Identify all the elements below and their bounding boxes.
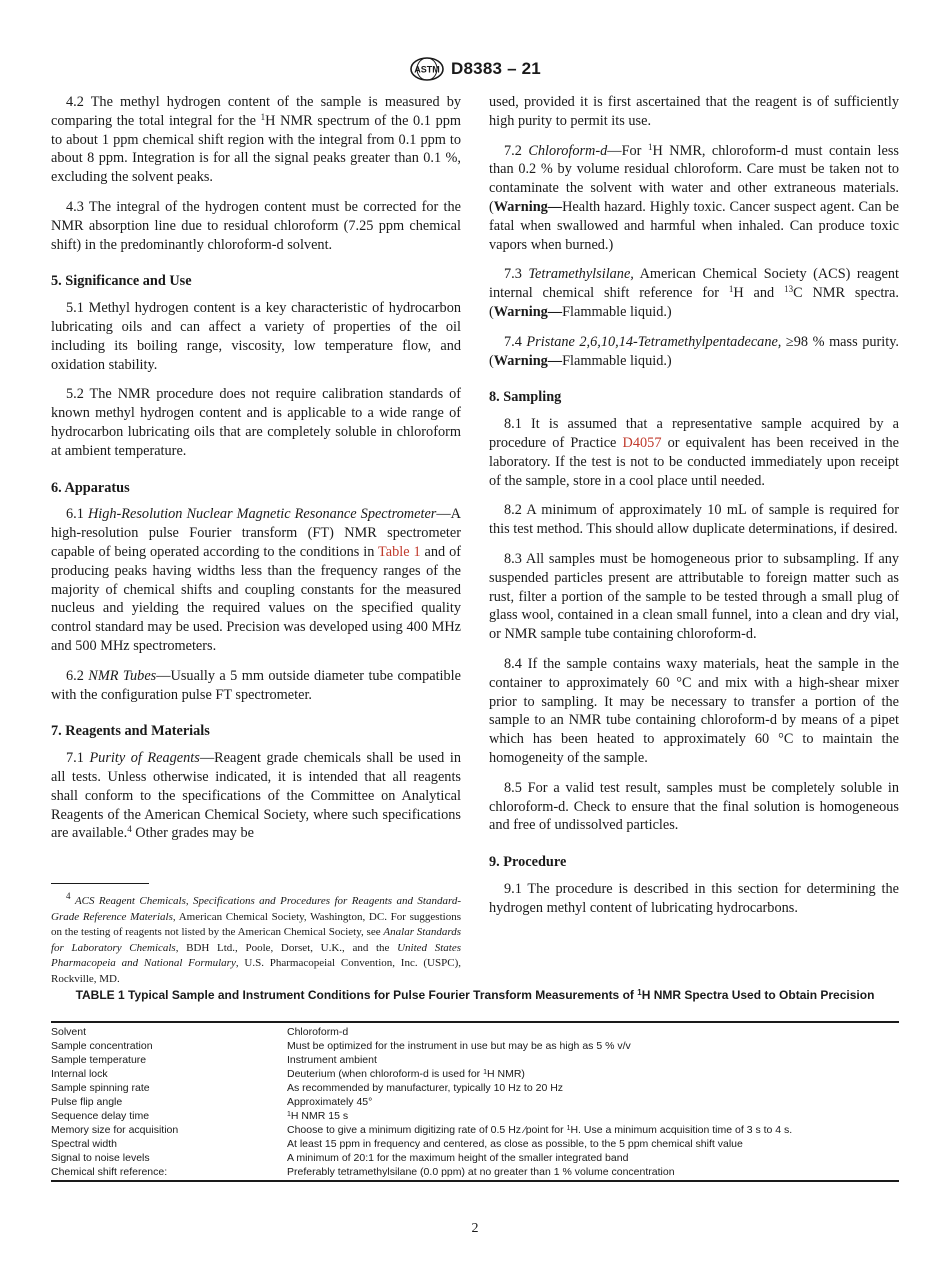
table-1-link[interactable]: Table 1 [378, 543, 421, 560]
paragraph-7-1: 7.1 Purity of Reagents—Reagent grade chemicals shall be used in all tests. Unless otherwise indicated, it is intended that all reagents shall conform to the specifications of the Committee on Analytical Reagents of the American Chemical Society, where such specifications are available.$^4$ Other grades may be [51, 750, 461, 842]
paragraph-8-3: 8.3 All samples must be homogeneous prior to subsampling. If any suspended particles present are attributable to foreign matter such as rust, filter a portion of the sample to be tested through a small plug of glass wool, contained in a clean small funnel, into a clean and dry vial, or NMR sample tube containing chloroform-d. [489, 550, 899, 643]
paragraph-4-3: 4.3 The integral of the hydrogen content must be corrected for the NMR absorption line due to residual chloroform (7.25 ppm chemical shift) in the predominantly chloroform-d solvent. [51, 198, 461, 253]
table-row [51, 1151, 899, 1165]
row-label: Chemical shift reference: [51, 1166, 168, 1178]
page-header [0, 56, 950, 82]
astm-logo-icon [409, 57, 445, 81]
row-value: Chloroform-d [287, 1026, 349, 1038]
section-8-heading: 8. Sampling [489, 389, 562, 406]
row-value: Choose to give a minimum digitizing rate of 0.5 Hz ⁄point for $^1$H. Use a minimum acquisition time of 3 s to 4 s. [287, 1124, 793, 1136]
conditions-table [51, 1021, 899, 1182]
table-1-title: TABLE 1 Typical Sample and Instrument Conditions for Pulse Fourier Transform Measurements of $^1$H NMR Spectra Used to Obtain Precision [75, 988, 875, 1002]
row-value: Approximately 45° [287, 1096, 373, 1108]
row-value: Deuterium (when chloroform-d is used for $^1$H NMR) [287, 1068, 525, 1080]
row-value: $^1$H NMR 15 s [287, 1110, 349, 1122]
paragraph-6-2: 6.2 NMR Tubes—Usually a 5 mm outside diameter tube compatible with the configuration pulse FT spectrometer. [51, 667, 461, 703]
paragraph-8-2: 8.2 A minimum of approximately 10 mL of sample is required for this test method. This should allow duplicate determinations, if desired. [489, 502, 899, 538]
section-9-heading: 9. Procedure [489, 854, 567, 871]
row-value: Instrument ambient [287, 1054, 377, 1066]
table-row [51, 1165, 899, 1179]
row-label: Signal to noise levels [51, 1152, 150, 1164]
table-row [51, 1095, 899, 1109]
table-row [51, 1123, 899, 1137]
row-label: Sequence delay time [51, 1110, 150, 1122]
row-label: Sample concentration [51, 1040, 153, 1052]
table-row [51, 1053, 899, 1067]
paragraph-5-2: 5.2 The NMR procedure does not require calibration standards of known methyl hydrogen content and is applicable to a wide range of hydrocarbon lubricating oils that are completely soluble in chloroform at ambient temperature. [51, 386, 461, 459]
document-designation: D8383 – 21 [451, 59, 541, 78]
section-7-heading: 7. Reagents and Materials [51, 723, 210, 740]
paragraph-5-1: 5.1 Methyl hydrogen content is a key characteristic of hydrocarbon lubricating oils and can affect a variety of properties of the oil including its boiling range, viscosity, low temperature flow, and oxidation stability. [51, 300, 461, 373]
paragraph-7-4: 7.4 Pristane 2,6,10,14-Tetramethylpentadecane, ≥98 % mass purity. (Warning—Flammable liquid.) [489, 333, 899, 369]
right-column [489, 93, 899, 928]
row-label: Spectral width [51, 1138, 117, 1150]
footnote-divider [51, 883, 149, 884]
table-row [51, 1081, 899, 1095]
left-column [51, 93, 461, 987]
paragraph-7-1-continued: used, provided it is first ascertained that the reagent is of sufficiently high purity to permit its use. [489, 94, 899, 129]
paragraph-8-5: 8.5 For a valid test result, samples must be completely soluble in chloroform-d. Check to ensure that the final solution is homogeneous and free of undissolved particles. [489, 779, 899, 834]
paragraph-8-4: 8.4 If the sample contains waxy materials, heat the sample in the container to approximately 60 °C and mix with a high-shear mixer prior to sampling. It may be necessary to transfer a portion of the sample to an NMR tube containing chloroform-d by means of a pipet which has been heated to approximately 60 °C to maintain the homogeneity of the sample. [489, 655, 899, 766]
row-value: A minimum of 20:1 for the maximum height of the smaller integrated band [287, 1152, 629, 1164]
paragraph-8-1: 8.1 It is assumed that a representative sample acquired by a procedure of Practice D4057 or equivalent has been received in the laboratory. If the test is not to be conducted immediately upon receipt of the sample, store in a cool place until needed. [489, 416, 899, 489]
table-row [51, 1039, 899, 1053]
paragraph-4-2: 4.2 The methyl hydrogen content of the sample is measured by comparing the total integral for the $^1$H NMR spectrum of the 0.1 ppm to about 1 ppm chemical shift region with the integral from 0.1 ppm to about 8 ppm. Integration is for all the signal peaks greater than 0.1 %, excluding the solvent peaks. [51, 94, 461, 186]
table-row [51, 1137, 899, 1151]
row-label: Solvent [51, 1026, 87, 1038]
row-label: Memory size for acquisition [51, 1124, 179, 1136]
paragraph-7-3: 7.3 Tetramethylsilane, American Chemical Society (ACS) reagent internal chemical shift reference for $^1$H and $^{13}$C NMR spectra. (Warning—Flammable liquid.) [489, 266, 899, 320]
row-label: Sample spinning rate [51, 1082, 150, 1094]
table-row [51, 1067, 899, 1081]
svg-text:ASTM: ASTM [414, 64, 440, 75]
row-value: Preferably tetramethylsilane (0.0 ppm) at no greater than 1 % volume concentration [287, 1166, 675, 1178]
paragraph-7-2: 7.2 Chloroform-d—For $^1$H NMR, chloroform-d must contain less than 0.2 % by volume residual chloroform. Care must be taken not to contaminate the solvent with water and other extraneous materials. (Warning—Health hazard. Highly toxic. Cancer suspect agent. Can be fatal when swallowed and harmful when inhaled. Can produce toxic vapors when burned.) [489, 141, 899, 253]
row-label: Pulse flip angle [51, 1096, 123, 1108]
row-value: Must be optimized for the instrument in use but may be as high as 5 % v/v [287, 1040, 631, 1052]
row-label: Sample temperature [51, 1054, 147, 1066]
paragraph-9-1: 9.1 The procedure is described in this section for determining the hydrogen methyl content of lubricating hydrocarbons. [489, 880, 899, 916]
row-label: Internal lock [51, 1068, 108, 1080]
paragraph-6-1: 6.1 High-Resolution Nuclear Magnetic Resonance Spectrometer—A high-resolution pulse Fourier transform (FT) NMR spectrometer capable of being operated according to the conditions in Table 1 and of producing peaks having widths less than the frequency ranges of the majority of chemical shifts and coupling constants for the measured nucleus and yielding the required values on the specified quality control standard may be used. Precision was developed using 400 MHz and 500 MHz spectrometers. [51, 506, 461, 654]
d4057-link[interactable]: D4057 [622, 434, 662, 451]
row-value: At least 15 ppm in frequency and centered, as close as possible, to the 5 ppm chemical shift value [287, 1138, 743, 1150]
section-6-heading: 6. Apparatus [51, 479, 130, 496]
row-value: As recommended by manufacturer, typically 10 Hz to 20 Hz [287, 1082, 564, 1094]
page-number: 2 [471, 1221, 479, 1236]
section-5-heading: 5. Significance and Use [51, 273, 192, 290]
table-row [51, 1025, 899, 1039]
footnote-4: $^4$ ACS Reagent Chemicals, Specifications and Procedures for Reagents and Standard-Grade Reference Materials, American Chemical Society, Washington, DC. For suggestions on the testing of reagents not listed by the American Chemical Society, see Analar Standards for Laboratory Chemicals, BDH Ltd., Poole, Dorset, U.K., and the United States Pharmacopeia and National Formulary, U.S. Pharmacopeial Convention, Inc. (USPC), Rockville, MD. [51, 891, 461, 985]
table-row [51, 1109, 899, 1123]
